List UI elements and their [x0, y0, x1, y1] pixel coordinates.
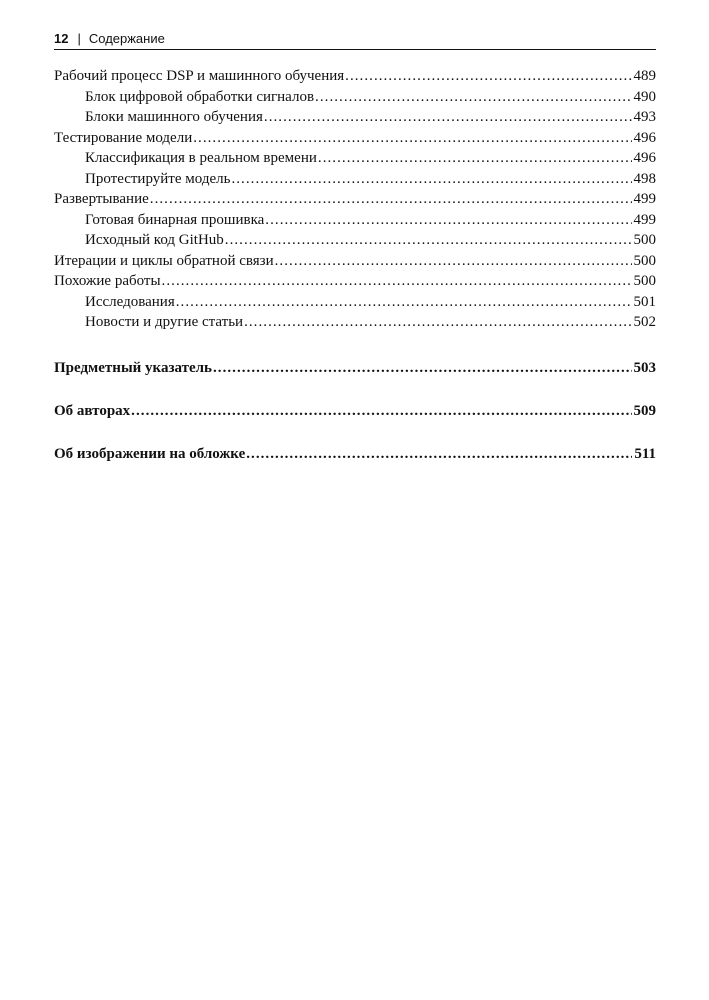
toc-entry-title: Похожие работы — [54, 273, 161, 289]
toc-entry-page: 490 — [633, 88, 656, 105]
toc-entry-page: 500 — [633, 252, 656, 269]
toc-entry-title: Исследования — [85, 293, 175, 310]
toc-entry[interactable] — [54, 230, 656, 251]
toc-entry-title: Классификация в реальном времени — [85, 150, 317, 166]
toc-entry-title: Рабочий процесс DSP и машинного обучения — [54, 68, 345, 84]
toc-entry-title: Исходный код GitHub — [85, 232, 224, 248]
toc-entry-title: Блоки машинного обучения — [85, 109, 263, 125]
dot-leader — [244, 312, 631, 333]
toc-entry-page: 500 — [633, 273, 656, 289]
dot-leader — [176, 292, 632, 313]
toc-entry[interactable] — [54, 148, 656, 169]
toc-entry-page: 499 — [633, 211, 656, 228]
dot-leader — [162, 271, 632, 292]
toc-entry-title: Итерации и циклы обратной связи — [54, 252, 274, 269]
toc-entry[interactable] — [54, 169, 656, 190]
toc-major-entry[interactable] — [54, 401, 656, 422]
toc-entry-page: 502 — [633, 314, 656, 330]
dot-leader — [315, 87, 631, 108]
toc-entry-title: Новости и другие статьи — [85, 314, 244, 330]
toc-entry[interactable] — [54, 66, 656, 87]
running-head-separator: | — [77, 31, 81, 46]
toc-entry-title: Предметный указатель — [54, 359, 212, 376]
toc-entry-page: 493 — [633, 109, 656, 125]
toc-entry-page: 509 — [633, 402, 656, 419]
section-title: Содержание — [88, 31, 165, 46]
toc-entry[interactable] — [54, 128, 656, 149]
toc-entry[interactable] — [54, 271, 656, 292]
toc-entry-page: 499 — [633, 191, 656, 207]
toc-entry-page: 500 — [633, 232, 656, 248]
toc-entry-page: 496 — [633, 150, 656, 166]
toc-entry-page: 498 — [633, 170, 656, 187]
dot-leader — [265, 210, 631, 231]
running-head — [54, 30, 656, 50]
toc-entry[interactable] — [54, 189, 656, 210]
toc-entry-page: 501 — [633, 293, 656, 310]
toc-entry-title: Готовая бинарная прошивка — [85, 211, 265, 228]
dot-leader — [231, 169, 631, 190]
dot-leader — [150, 189, 632, 210]
page-number: 12 — [54, 31, 69, 46]
toc-entry-page: 503 — [633, 359, 656, 376]
dot-leader — [345, 66, 631, 87]
table-of-contents — [54, 66, 656, 464]
toc-entry[interactable] — [54, 251, 656, 272]
toc-entry-title: Развертывание — [54, 191, 149, 207]
toc-entry[interactable] — [54, 292, 656, 313]
toc-entry-title: Блок цифровой обработки сигналов — [85, 88, 315, 105]
toc-entry[interactable] — [54, 312, 656, 333]
toc-entry[interactable] — [54, 87, 656, 108]
dot-leader — [275, 251, 632, 272]
toc-major-entry[interactable] — [54, 444, 656, 465]
dot-leader — [213, 358, 632, 379]
dot-leader — [318, 148, 632, 169]
book-page — [54, 30, 656, 464]
toc-entry-page: 496 — [633, 129, 656, 146]
toc-entry[interactable] — [54, 107, 656, 128]
dot-leader — [131, 401, 631, 422]
toc-entry-title: Протестируйте модель — [85, 170, 231, 187]
toc-entry-page: 489 — [633, 68, 656, 84]
toc-entry-title: Тестирование модели — [54, 129, 193, 146]
dot-leader — [264, 107, 632, 128]
dot-leader — [225, 230, 632, 251]
toc-entry[interactable] — [54, 210, 656, 231]
toc-major-entry[interactable] — [54, 358, 656, 379]
dot-leader — [193, 128, 631, 149]
dot-leader — [246, 444, 632, 465]
toc-entry-title: Об изображении на обложке — [54, 445, 246, 462]
toc-entry-page: 511 — [634, 445, 656, 462]
toc-entry-title: Об авторах — [54, 402, 131, 419]
